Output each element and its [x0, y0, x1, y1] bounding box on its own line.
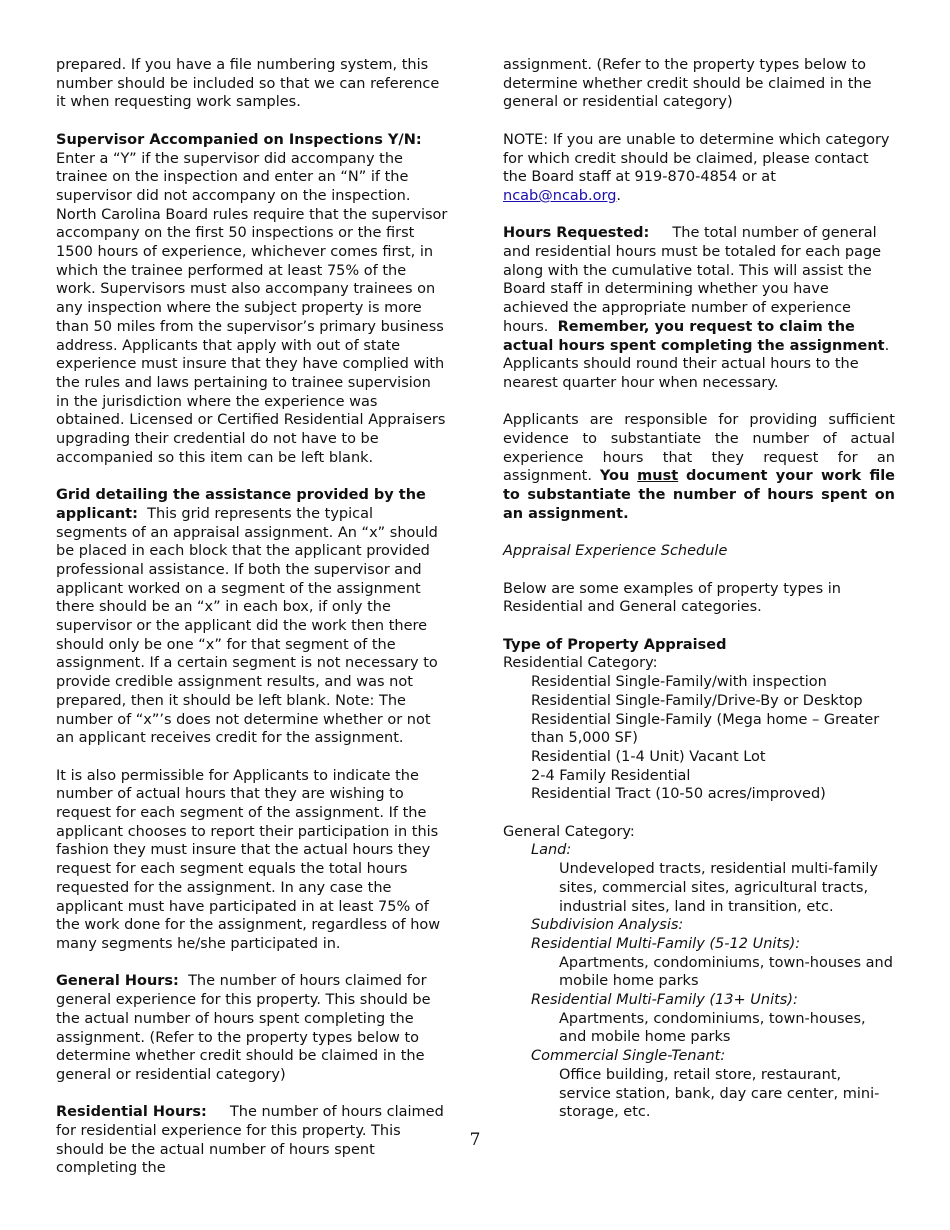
- left-column: [56, 56, 448, 1178]
- land-label: Land:: [531, 842, 572, 859]
- hours-requested-heading: Hours Requested:: [503, 225, 650, 242]
- residential-category-label: Residential Category:: [503, 655, 658, 672]
- list-item: 2-4 Family Residential: [531, 767, 691, 784]
- note-text: NOTE: If you are unable to determine which category for which credit should be claimed, please contact the Board staff at 919-870-4854 or at: [503, 131, 890, 186]
- applicants-bold-rest: document your work file to substantiate the number of hours spent on an assignment.: [503, 468, 896, 522]
- residential-hours-heading: Residential Hours:: [56, 1104, 207, 1121]
- page-number: 7: [469, 1130, 481, 1150]
- supervisor-section: [56, 131, 448, 468]
- residential-list: [503, 673, 895, 804]
- list-item: Residential Tract (10-50 acres/improved): [531, 786, 826, 803]
- grid-body: This grid represents the typical segments of an appraisal assignment. An “x” should be placed in each block that the applicant provided professional assistance. If both the supervisor and applicant worked on a segment of the assignment there should be an “x” in each box, if only the supervisor or the applicant did the work then there should only be one “x” for that segment of the assignment. If a certain segment is not necessary to provide credible assignment results, and was not prepared, then it should be left blank. Note: The number of “x”’s does not determine whether or not an applicant receives credit for the assignment.: [56, 505, 438, 747]
- applicants-text: Applicants are responsible for providing sufficient evidence to substantiate the number of actual experience hours that they request for an assignment.: [503, 412, 895, 485]
- general-category-section: [503, 823, 895, 1122]
- supervisor-heading: Supervisor Accompanied on Inspections Y/N:: [56, 131, 422, 148]
- land-description: Undeveloped tracts, residential multi-family sites, commercial sites, agricultural tracts, industrial sites, land in transition, etc.: [559, 861, 878, 915]
- residential-hours-body: The number of hours claimed for residential experience for this property. This should be the actual number of hours spent completing the: [56, 1104, 444, 1177]
- right-intro-paragraph: assignment. (Refer to the property types below to determine whether credit should be claimed in the general or residential category): [503, 57, 872, 111]
- grid-section: [56, 486, 448, 748]
- schedule-title: Appraisal Experience Schedule: [503, 543, 728, 560]
- left-intro-paragraph: prepared. If you have a file numbering system, this number should be included so that we can reference it when requesting work samples.: [56, 57, 440, 111]
- property-types-section: [503, 636, 895, 804]
- multi-family-5-12-label: Residential Multi-Family (5-12 Units):: [531, 935, 801, 952]
- hours-requested-tail: . Applicants should round their actual hours to the nearest quarter hour when necessary.: [503, 337, 890, 391]
- commercial-label: Commercial Single-Tenant:: [531, 1048, 726, 1065]
- hours-requested-emphasis: Remember, you request to claim the actual hours spent completing the assignment: [503, 318, 885, 354]
- note-paragraph: NOTE: If you are unable to determine which category for which credit should be claimed, please contact the Board staff at 919-870-4854 or at ncab@ncab.org.: [503, 131, 890, 204]
- grid-heading: Grid detailing the assistance provided by the applicant:: [56, 487, 426, 522]
- email-link[interactable]: ncab@ncab.org: [503, 187, 617, 204]
- subdivision-label: Subdivision Analysis:: [531, 917, 684, 934]
- commercial-description: Office building, retail store, restaurant, service station, bank, day care center, mini-storage, etc.: [559, 1066, 880, 1121]
- general-hours-heading: General Hours:: [56, 973, 179, 990]
- below-paragraph: Below are some examples of property types in Residential and General categories.: [503, 580, 841, 616]
- applicants-bold-you: You: [599, 468, 630, 485]
- permissible-paragraph: It is also permissible for Applicants to indicate the number of actual hours that they are wishing to request for each segment of the assignment. If the applicant chooses to report their participation in this fashion they must insure that the actual hours they request for each segment equals the total hours requested for the assignment. In any case the applicant must have participated in at least 75% of the work done for the assignment, regardless of how many segments he/she participated in.: [56, 767, 441, 952]
- hours-requested-section: [503, 224, 895, 392]
- multi-family-13-label: Residential Multi-Family (13+ Units):: [531, 992, 798, 1009]
- supervisor-body: Enter a “Y” if the supervisor did accompany the trainee on the inspection and enter an “N” if the supervisor did not accompany on the inspection. North Carolina Board rules require that the supervisor accompany on the first 50 inspections or the first 1500 hours of experience, whichever comes first, in which the trainee performed at least 75% of the work. Supervisors must also accompany trainees on any inspection where the subject property is more than 50 miles from the supervisor’s primary business address. Applicants that apply with out of state experience must insure that they have complied with the rules and laws pertaining to trainee supervision in the jurisdiction where the experience was obtained. Licensed or Certified Residential Appraisers upgrading their credential do not have to be accompanied so this item can be left blank.: [56, 150, 448, 466]
- multi-family-13-description: Apartments, condominiums, town-houses, and mobile home parks: [559, 1010, 866, 1046]
- right-column: [503, 56, 895, 1122]
- general-hours-body: The number of hours claimed for general experience for this property. This should be the actual number of hours spent completing the assignment. (Refer to the property types below to determine whether credit should be claimed in the general or residential category): [56, 973, 431, 1083]
- applicants-paragraph: [503, 411, 895, 523]
- multi-family-5-12-description: Apartments, condominiums, town-houses and mobile home parks: [559, 954, 893, 990]
- hours-requested-body: The total number of general and residential hours must be totaled for each page along with the cumulative total. This will assist the Board staff in determining whether you have achieved the appropriate number of experience hours.: [503, 225, 882, 335]
- list-item: Residential (1-4 Unit) Vacant Lot: [531, 748, 766, 765]
- list-item: Residential Single-Family/with inspection: [531, 674, 827, 691]
- type-heading: Type of Property Appraised: [503, 636, 727, 653]
- general-category-label: General Category:: [503, 823, 635, 840]
- list-item: Residential Single-Family (Mega home – Greater than 5,000 SF): [531, 711, 880, 747]
- list-item: Residential Single-Family/Drive-By or Desktop: [531, 692, 863, 709]
- applicants-bold-must: must: [637, 468, 679, 485]
- general-hours-section: [56, 972, 448, 1084]
